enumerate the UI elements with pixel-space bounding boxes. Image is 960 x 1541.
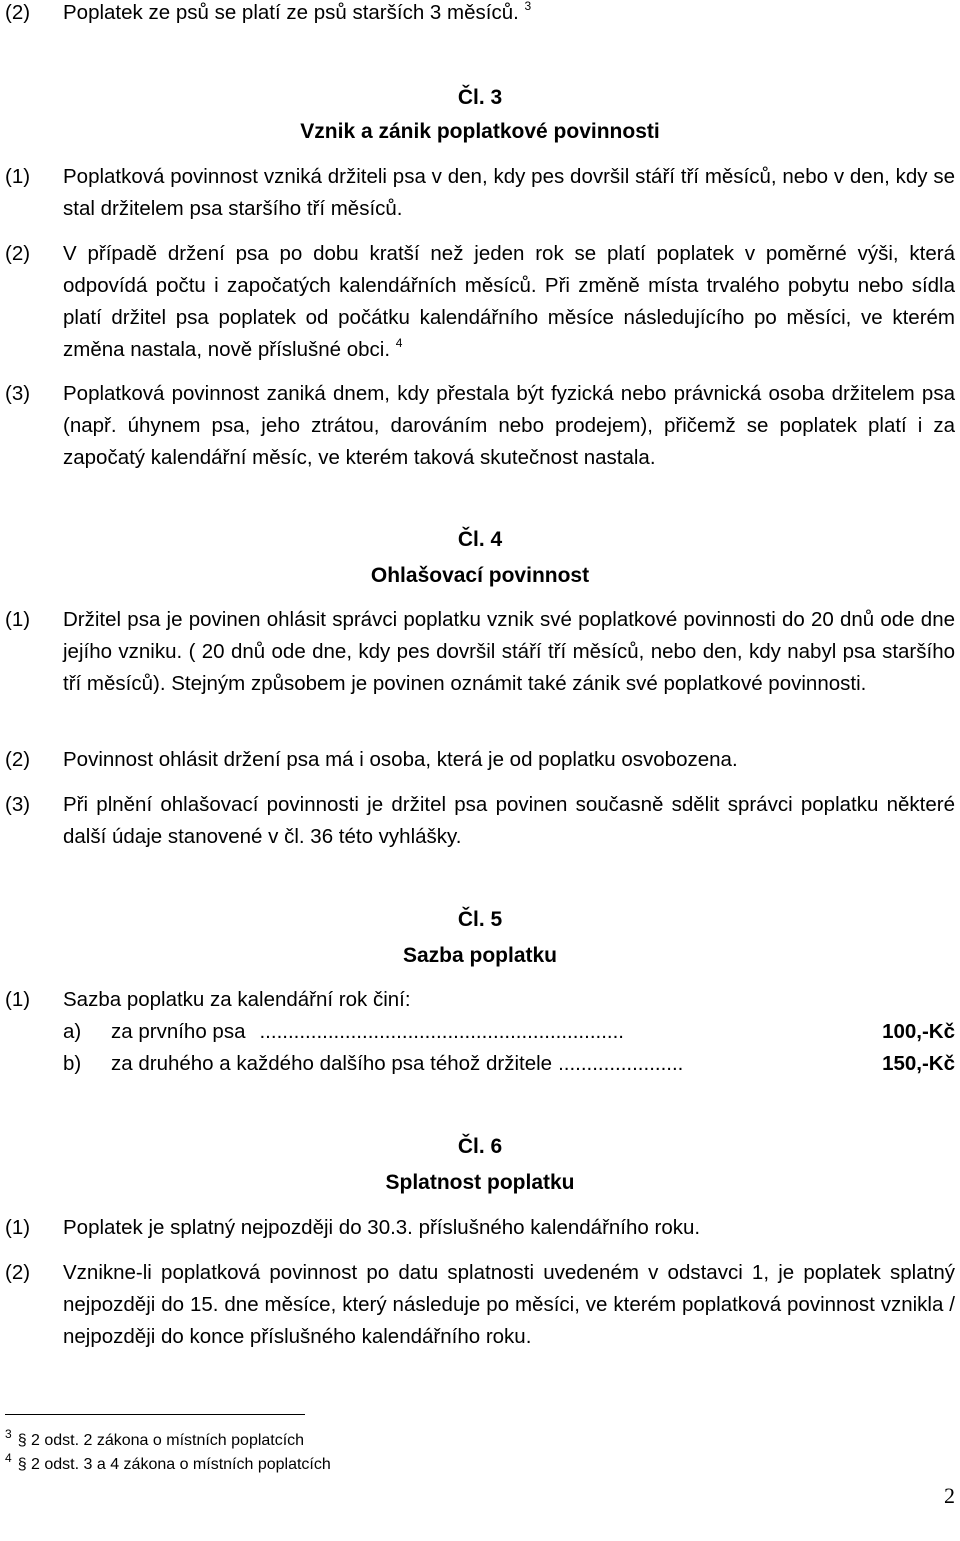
paragraph-number: (3) bbox=[5, 793, 31, 816]
paragraph-text: Poplatková povinnost vzniká držiteli psa v den, kdy pes dovršil stáří tří měsíců, nebo v den, kdy se stal držitelem psa staršího tří měsíců. bbox=[63, 165, 955, 220]
article-4-paragraph-2 bbox=[5, 744, 955, 776]
footnote-ref: 4 bbox=[395, 336, 403, 350]
footnote-number: 3 bbox=[5, 1427, 12, 1441]
footnote-separator bbox=[5, 1414, 305, 1415]
paragraph-top-2 bbox=[5, 0, 955, 29]
rate-item-a bbox=[63, 1016, 955, 1048]
article-3-title: Vznik a zánik poplatkové povinnosti bbox=[300, 120, 660, 143]
paragraph-number: (1) bbox=[5, 988, 31, 1011]
paragraph-number: (2) bbox=[5, 242, 31, 265]
rate-item-letter: b) bbox=[63, 1052, 82, 1075]
footnote-4 bbox=[5, 1447, 331, 1476]
article-5-paragraph-1 bbox=[5, 984, 955, 1016]
paragraph-number: (1) bbox=[5, 608, 31, 631]
rate-item-amount: 150,-Kč bbox=[882, 1052, 955, 1075]
article-3-paragraph-1 bbox=[5, 161, 955, 225]
rate-item-label: za prvního psa bbox=[111, 1020, 246, 1043]
paragraph-text: V případě držení psa po dobu kratší než jeden rok se platí poplatek v poměrné výši, která odpovídá počtu i započatých kalendářních měsíců. Při změně místa trvalého pobytu nebo sídla platí držitel psa poplatek od počátku kalendářního měsíce následujícího po měsíci, ve kterém změna nastala, nově příslušné obci. bbox=[63, 242, 955, 361]
paragraph-text: Držitel psa je povinen ohlásit správci poplatku vznik své poplatkové povinnosti do 20 dnů ode dne jejího vzniku. ( 20 dnů ode dne, kdy pes dovršil stáří tří měsíců, nebo den, kdy nabyl psa staršího tří měsíců). Stejným způsobem je povinen oznámit také zánik své poplatkové povinnosti. bbox=[63, 608, 955, 695]
article-5-title: Sazba poplatku bbox=[402, 944, 558, 967]
paragraph-number: (2) bbox=[5, 1261, 31, 1284]
rate-item-label: za druhého a každého dalšího psa téhož držitele bbox=[111, 1052, 553, 1075]
page-number: 2 bbox=[944, 1483, 955, 1508]
paragraph-number: (2) bbox=[5, 748, 31, 771]
article-3-paragraph-2 bbox=[5, 238, 955, 366]
rate-item-amount: 100,-Kč bbox=[882, 1020, 955, 1043]
article-3-number: Čl. 3 bbox=[457, 86, 503, 109]
footnote-number: 4 bbox=[5, 1451, 12, 1465]
footnote-ref: 3 bbox=[524, 0, 532, 13]
rate-item-letter: a) bbox=[63, 1020, 82, 1043]
leader-dots: ................................................................ bbox=[259, 1020, 624, 1043]
paragraph-number: (1) bbox=[5, 1216, 31, 1239]
article-5-number: Čl. 5 bbox=[457, 908, 503, 931]
footnote-text: § 2 odst. 3 a 4 zákona o místních poplatcích bbox=[17, 1456, 331, 1473]
article-6-number: Čl. 6 bbox=[457, 1135, 503, 1158]
paragraph-text: Při plnění ohlašovací povinnosti je držitel psa povinen současně sdělit správci poplatku některé další údaje stanovené v čl. 36 této vyhlášky. bbox=[63, 793, 955, 848]
paragraph-number: (1) bbox=[5, 165, 31, 188]
paragraph-text: Vznikne-li poplatková povinnost po datu splatnosti uvedeném v odstavci 1, je poplatek splatný nejpozději do 15. dne měsíce, který následuje po měsíci, ve kterém poplatková povinnost vznikla / nejpozději do konce příslušného kalendářního roku. bbox=[63, 1261, 955, 1348]
paragraph-text: Poplatek je splatný nejpozději do 30.3. příslušného kalendářního roku. bbox=[63, 1216, 701, 1239]
article-6-paragraph-2 bbox=[5, 1257, 955, 1353]
article-4-number: Čl. 4 bbox=[457, 528, 503, 551]
leader-dots: ...................... bbox=[558, 1052, 684, 1075]
paragraph-text: Poplatek ze psů se platí ze psů starších 3 měsíců. bbox=[63, 1, 519, 24]
article-6-title: Splatnost poplatku bbox=[385, 1171, 575, 1194]
article-4-paragraph-3 bbox=[5, 789, 955, 853]
article-3-paragraph-3 bbox=[5, 378, 955, 474]
article-4-title: Ohlašovací povinnost bbox=[370, 564, 590, 587]
paragraph-text: Poplatková povinnost zaniká dnem, kdy přestala být fyzická nebo právnická osoba držitelem psa (např. úhynem psa, jeho ztrátou, darováním nebo prodejem), přičemž se poplatek platí i za započatý kalendářní měsíc, ve kterém taková skutečnost nastala. bbox=[63, 382, 955, 469]
paragraph-number: (3) bbox=[5, 382, 31, 405]
paragraph-text: Povinnost ohlásit držení psa má i osoba, která je od poplatku osvobozena. bbox=[63, 748, 738, 771]
footnote-text: § 2 odst. 2 zákona o místních poplatcích bbox=[17, 1432, 305, 1449]
paragraph-text: Sazba poplatku za kalendářní rok činí: bbox=[63, 988, 411, 1011]
rate-item-b bbox=[63, 1048, 955, 1080]
article-4-paragraph-1 bbox=[5, 604, 955, 700]
paragraph-number: (2) bbox=[5, 1, 31, 24]
article-6-paragraph-1 bbox=[5, 1212, 955, 1244]
